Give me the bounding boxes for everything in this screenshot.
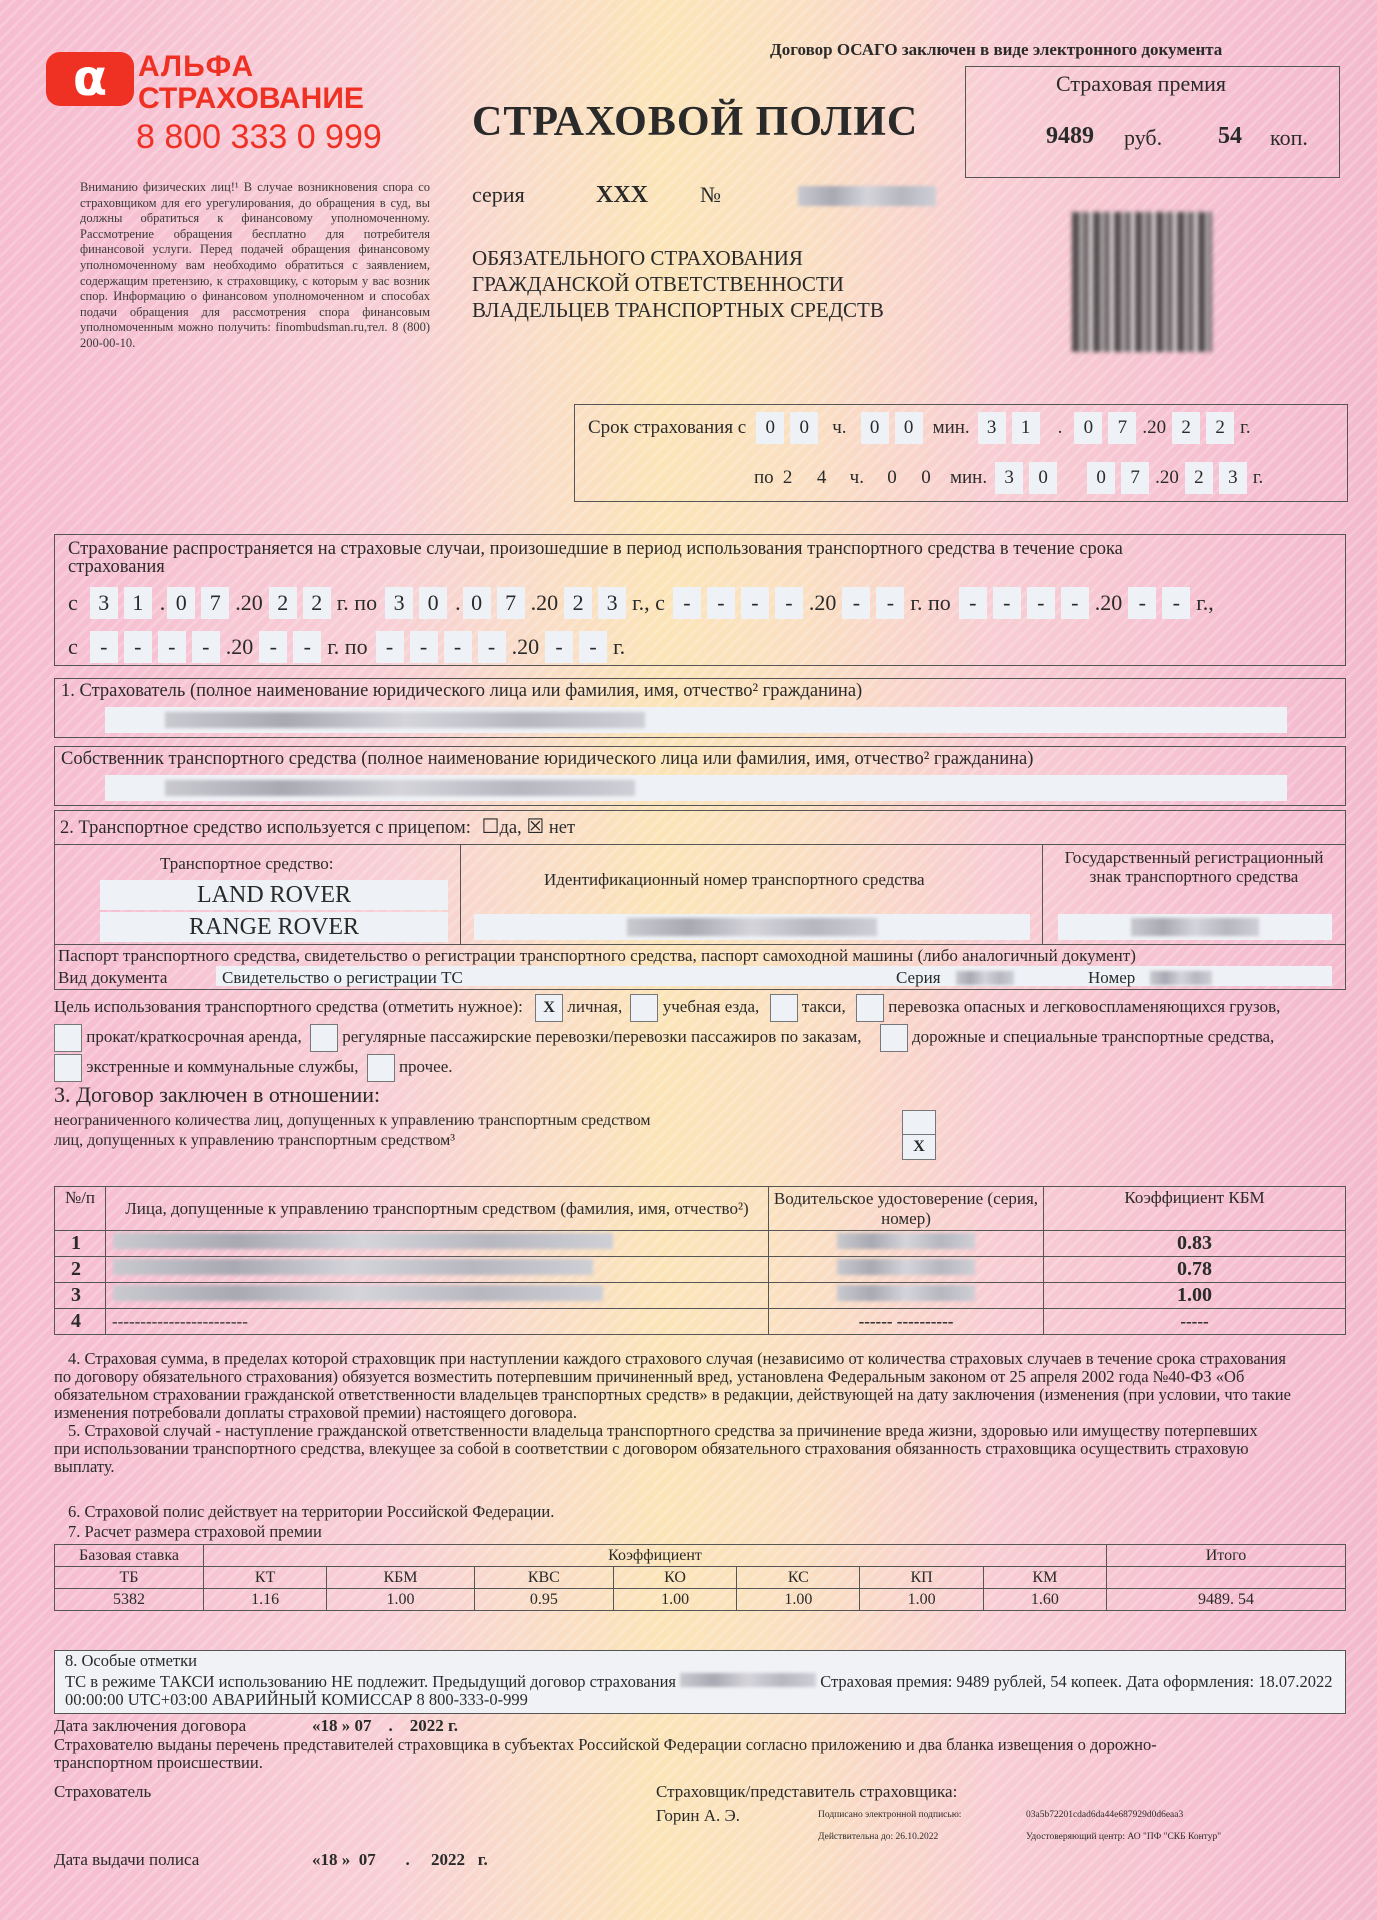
year-prefix: .20 <box>808 590 837 615</box>
premium-label: Страховая премия <box>1056 71 1227 96</box>
year-prefix: .20 <box>1094 590 1123 615</box>
doc-series-redacted <box>956 971 1014 985</box>
previous-contract-redacted <box>680 1673 816 1687</box>
min-label: мин. <box>949 467 988 488</box>
owner-box <box>54 746 1346 806</box>
owner-name-redacted <box>165 780 635 796</box>
g-comma-end: г., <box>1196 590 1214 615</box>
owner-label: Собственник транспортного средства (полное наименование юридического лица или фамилия, имя, отчество² гражданина) <box>61 749 1034 769</box>
premium-kop-label: коп. <box>1270 125 1308 150</box>
empty-digit: - <box>1128 587 1156 619</box>
empty-digit: - <box>376 631 404 663</box>
term-from-row <box>588 412 1257 444</box>
insurer-label: 1. Страхователь (полное наименование юридического лица или фамилия, имя, отчество² гражданина) <box>61 681 863 701</box>
usage-period-row-2 <box>68 630 631 664</box>
special-marks-box <box>54 1650 1346 1714</box>
period-digit: 3 <box>385 587 413 619</box>
term-from-label: Срок страхования с <box>588 417 747 438</box>
table-row <box>55 1309 1346 1335</box>
purpose-taxi-checkbox[interactable] <box>770 994 798 1022</box>
empty-digit: - <box>959 587 987 619</box>
term-digit: 0 <box>1074 412 1102 444</box>
calc-value: 1.00 <box>737 1589 860 1611</box>
row-number: 1 <box>55 1231 106 1257</box>
clause-7: 7. Расчет размера страховой премии <box>68 1522 322 1541</box>
plate-label: Государственный регистрационный знак транспортного средства <box>1064 848 1324 886</box>
col-header: КВС <box>474 1567 613 1589</box>
col-header: КБМ <box>327 1567 474 1589</box>
term-digit: 1 <box>1012 412 1040 444</box>
total-label: Итого <box>1107 1545 1346 1567</box>
driver-license: ------ ---------- <box>769 1309 1044 1335</box>
col-header: Водительское удостоверение (серия, номер) <box>769 1187 1044 1231</box>
premium-box <box>965 66 1340 178</box>
signed-label: Подписано электронной подписью: <box>818 1810 962 1820</box>
term-digit: 0 <box>921 467 931 488</box>
empty-digit: - <box>842 587 870 619</box>
insurer-rep-label: Страховщик/представитель страховщика: <box>656 1782 958 1801</box>
col-header: ТБ <box>55 1567 204 1589</box>
driver-name <box>106 1283 769 1309</box>
empty-digit: - <box>775 587 803 619</box>
year-prefix: .20 <box>235 590 263 615</box>
empty-digit: - <box>1027 587 1055 619</box>
purpose-item: прокат/краткосрочная аренда, <box>86 1026 302 1046</box>
calc-value: 0.95 <box>474 1589 613 1611</box>
period-digit: 2 <box>269 587 297 619</box>
term-digit: 0 <box>887 467 897 488</box>
empty-digit: - <box>259 631 287 663</box>
term-digit: 4 <box>816 467 827 488</box>
g-end: г. <box>613 634 626 659</box>
hour-label: ч. <box>832 417 847 438</box>
purpose-item: регулярные пассажирские перевозки/перевозки пассажиров по заказам, <box>342 1026 862 1046</box>
period-digit: 7 <box>497 587 525 619</box>
clause-5: 5. Страховой случай - наступление гражданской ответственности владельца транспортного средства за причинение вреда жизни, здоровью или имуществу потерпевших при использовании транспортного средства, влекущее за собой в соответствии с договором обязательного страхования обязанность страховщика осуществить страховую выплату. <box>54 1421 1258 1476</box>
brand-phone: 8 800 333 0 999 <box>136 118 382 156</box>
trailer-no-checkbox[interactable]: ☒ <box>526 814 545 838</box>
vehicle-label: Транспортное средство: <box>160 854 334 873</box>
purpose-item: личная, <box>567 996 623 1016</box>
driver-name-redacted <box>113 1285 603 1301</box>
doc-number-label: Номер <box>1088 968 1136 987</box>
purpose-dangerous-checkbox[interactable] <box>856 994 884 1022</box>
period-digit: 0 <box>419 587 447 619</box>
passport-label: Паспорт транспортного средства, свидетельство о регистрации транспортного средства, паспорт самоходной машины (либо аналогичный документ) <box>58 946 1136 965</box>
table-row <box>55 1283 1346 1309</box>
purpose-row-3 <box>54 1054 453 1082</box>
calc-total: 9489. 54 <box>1107 1589 1346 1611</box>
purpose-item: дорожные и специальные транспортные средства, <box>912 1026 1275 1046</box>
purpose-passenger-checkbox[interactable] <box>310 1024 338 1052</box>
driver-name: ------------------------ <box>106 1309 769 1335</box>
signer-name: Горин А. Э. <box>656 1806 741 1825</box>
period-digit: 3 <box>598 587 626 619</box>
calc-value: 1.00 <box>327 1589 474 1611</box>
contract-date-label: Дата заключения договора <box>54 1716 247 1735</box>
brand-name-2: СТРАХОВАНИЕ <box>138 82 364 115</box>
purpose-row-2 <box>54 1024 1274 1052</box>
col-header: Лица, допущенные к управлению транспортным средством (фамилия, имя, отчество²) <box>106 1187 769 1231</box>
issue-date: «18 » 07 . 2022 г. <box>312 1850 488 1869</box>
vin-value <box>474 914 1030 940</box>
term-digit: 3 <box>978 412 1006 444</box>
term-to-row <box>754 462 1269 494</box>
special-text-b: Страховая премия: 9489 рублей, 54 копеек. Дата оформления: 18.07.2022 00:00:00 UTC+03:00 АВАРИЙНЫЙ КОМИССАР 8 800-333-0-999 <box>65 1672 1333 1709</box>
license-redacted <box>837 1285 975 1301</box>
col-header: №/п <box>55 1187 106 1231</box>
year-prefix: .20 <box>511 634 540 659</box>
period-digit: 1 <box>124 587 152 619</box>
empty-digit: - <box>90 631 118 663</box>
premium-rub: 9489 <box>1046 123 1094 149</box>
term-digit: 0 <box>861 412 889 444</box>
subtitle-3: ВЛАДЕЛЬЦЕВ ТРАНСПОРТНЫХ СРЕДСТВ <box>472 298 884 322</box>
doc-number-redacted <box>1150 971 1212 985</box>
clause-4: 4. Страховая сумма, в пределах которой страховщик при наступлении каждого страхового случая (независимо от количества страховых случаев в течение срока страхования по договору обязательного страхования) обязуется возместить потерпевшим причиненный вред, установлена Федеральным законом от 25 апреля 2002 года №40-ФЗ «Об обязательном страховании гражданской ответственности владельцев транспортных средств» в редакции, действующей на дату заключения (изменения (при условии, что такие изменения потребовали доплаты страховой премии) настоящего договора. <box>54 1349 1291 1422</box>
row-number: 3 <box>55 1283 106 1309</box>
vehicle-make: LAND ROVER <box>100 880 448 910</box>
table-row <box>55 1257 1346 1283</box>
usage-period-text: Страхование распространяется на страховые случаи, произошедшие в период использования транспортного средства в течение срока страхования <box>68 539 1123 577</box>
purpose-item: такси, <box>801 996 846 1016</box>
empty-digit: - <box>293 631 321 663</box>
empty-digit: - <box>478 631 506 663</box>
term-digit: 7 <box>1121 462 1149 494</box>
col-header: КП <box>860 1567 983 1589</box>
purpose-row-1 <box>54 994 1280 1022</box>
purpose-other-checkbox[interactable] <box>367 1054 395 1082</box>
empty-digit: - <box>741 587 769 619</box>
year-prefix: .20 <box>1142 417 1167 438</box>
driver-name-redacted <box>113 1233 613 1249</box>
col-header: КО <box>613 1567 736 1589</box>
certificate-authority: Удостоверяющий центр: АО "ПФ "СКБ Контур" <box>1026 1832 1222 1842</box>
purpose-label: Цель использования транспортного средства (отметить нужное): <box>54 996 523 1016</box>
dot: . <box>1057 417 1063 438</box>
trailer-row <box>60 814 575 839</box>
empty-digit: - <box>1061 587 1089 619</box>
doc-type-value: Свидетельство о регистрации ТС <box>222 968 463 987</box>
purpose-item: прочее. <box>398 1056 453 1076</box>
purpose-personal-checkbox[interactable]: X <box>535 994 563 1022</box>
col-header: КС <box>737 1567 860 1589</box>
empty-digit: - <box>158 631 186 663</box>
trailer-label: 2. Транспортное средство используется с прицепом: <box>60 818 471 838</box>
dot: . <box>455 590 461 615</box>
col-header: Коэффициент КБМ <box>1044 1187 1346 1231</box>
empty-digit: - <box>707 587 735 619</box>
license-redacted <box>837 1233 975 1249</box>
kbm-value: 0.78 <box>1044 1257 1346 1283</box>
usage-period-row-1 <box>68 586 1220 620</box>
owner-value <box>105 775 1287 801</box>
po-label: г. по <box>336 590 378 615</box>
vin-redacted <box>627 918 877 936</box>
insurer-box <box>54 678 1346 738</box>
term-digit: 7 <box>1108 412 1136 444</box>
empty-digit: - <box>545 631 573 663</box>
empty-digit: - <box>444 631 472 663</box>
policy-number-redacted <box>798 186 936 206</box>
term-to-label: по <box>754 467 774 488</box>
empty-digit: - <box>410 631 438 663</box>
term-digit: 0 <box>790 412 818 444</box>
series-label: серия <box>472 182 525 207</box>
qr-code-icon <box>1072 212 1212 352</box>
listed-drivers-checkbox[interactable]: X <box>902 1134 936 1160</box>
year-prefix: .20 <box>530 590 559 615</box>
term-digit: 2 <box>1206 412 1234 444</box>
subtitle-2: ГРАЖДАНСКОЙ ОТВЕТСТВЕННОСТИ <box>472 272 844 296</box>
table-row <box>55 1231 1346 1257</box>
hour-label: ч. <box>849 467 864 488</box>
number-label: № <box>700 182 721 207</box>
special-text-a: ТС в режиме ТАКСИ использованию НЕ подлежит. Предыдущий договор страхования <box>65 1672 676 1691</box>
row-number: 4 <box>55 1309 106 1335</box>
year-prefix: .20 <box>1155 467 1179 488</box>
po-label: г. по <box>910 590 951 615</box>
term-digit: 2 <box>782 467 793 488</box>
period-digit: 2 <box>564 587 592 619</box>
calc-value: 1.00 <box>860 1589 983 1611</box>
trailer-yes-checkbox[interactable]: ☐ <box>481 814 500 838</box>
driver-name <box>106 1257 769 1283</box>
premium-rub-label: руб. <box>1124 125 1163 150</box>
trailer-yes-label: да, <box>499 818 522 838</box>
row-number: 2 <box>55 1257 106 1283</box>
c-label: с <box>68 590 78 615</box>
po-label: г. по <box>327 634 368 659</box>
purpose-training-checkbox[interactable] <box>630 994 658 1022</box>
issue-date-label: Дата выдачи полиса <box>54 1850 200 1869</box>
term-digit: 3 <box>1219 462 1247 494</box>
min-label: мин. <box>932 417 970 438</box>
clause-6: 6. Страховой полис действует на территории Российской Федерации. <box>68 1502 555 1521</box>
empty-digit: - <box>579 631 607 663</box>
doc-type-label: Вид документа <box>58 968 168 987</box>
period-digit: 2 <box>303 587 331 619</box>
empty-digit: - <box>876 587 904 619</box>
empty-digit: - <box>1162 587 1190 619</box>
empty-digit: - <box>673 587 701 619</box>
unlimited-drivers-checkbox[interactable] <box>902 1110 936 1136</box>
year-suffix: г. <box>1240 417 1251 438</box>
purpose-item: учебная езда, <box>662 996 760 1016</box>
kbm-value: 0.83 <box>1044 1231 1346 1257</box>
purpose-special-checkbox[interactable] <box>880 1024 908 1052</box>
special-marks-title: 8. Особые отметки <box>65 1651 197 1670</box>
alpha-logo-icon: α <box>72 49 108 107</box>
purpose-item: перевозка опасных и легковоспламеняющихся грузов, <box>888 996 1281 1016</box>
vehicle-model: RANGE ROVER <box>100 912 448 942</box>
contract-date: «18 » 07 . 2022 г. <box>312 1716 459 1735</box>
insurer-signature-label: Страхователь <box>54 1782 152 1801</box>
purpose-rental-checkbox[interactable] <box>54 1024 82 1052</box>
dot: . <box>159 590 166 615</box>
ombudsman-notice: Вниманию физических лиц!¹ В случае возникновения спора со страховщиком для его урегулирования, до обращения в суд, вы должны обратиться к финансовому уполномоченному. Рассмотрение обращения бесплатно для потребителя финансовой услуги. Перед подачей обращения финансовому уполномоченному вам необходимо обратиться с заявлением, содержащим претензию, к страховщику, с которым у вас возник спор. Информацию о финансовом уполномоченном и способах подачи обращения для рассмотрения спора финансовым уполномоченным можно получить: finombudsman.ru,тел. 8 (800) 200-00-10. <box>80 180 430 350</box>
period-digit: 0 <box>167 587 195 619</box>
purpose-emergency-checkbox[interactable] <box>54 1054 82 1082</box>
premium-kop: 54 <box>1218 123 1242 149</box>
term-digit: 0 <box>756 412 784 444</box>
kbm-value: 1.00 <box>1044 1283 1346 1309</box>
section3-opt2: лиц, допущенных к управлению транспортным средством³ <box>54 1132 456 1149</box>
driver-license <box>769 1283 1044 1309</box>
c-label: с <box>68 634 78 659</box>
valid-until: Действительна до: 26.10.2022 <box>818 1832 939 1842</box>
subtitle-1: ОБЯЗАТЕЛЬНОГО СТРАХОВАНИЯ <box>472 246 803 270</box>
g-comma-label: г., с <box>632 590 665 615</box>
year-suffix: г. <box>1252 467 1264 488</box>
brand-logo <box>46 49 134 107</box>
section3-opt1: неограниченного количества лиц, допущенных к управлению транспортным средством <box>54 1112 651 1129</box>
plate-redacted <box>1131 918 1259 936</box>
signature-hash: 03a5b72201cdad6da44e687929d0d6eaa3 <box>1026 1810 1184 1820</box>
col-header: КТ <box>204 1567 327 1589</box>
calc-value: 5382 <box>55 1589 204 1611</box>
term-digit: 2 <box>1172 412 1200 444</box>
vin-label: Идентификационный номер транспортного средства <box>544 870 925 889</box>
period-digit: 0 <box>463 587 491 619</box>
license-redacted <box>837 1259 975 1275</box>
period-digit: 3 <box>90 587 118 619</box>
driver-license <box>769 1231 1044 1257</box>
driver-name-redacted <box>113 1259 593 1275</box>
coef-label: Коэффициент <box>204 1545 1107 1567</box>
insurer-value <box>105 707 1287 733</box>
term-digit: 0 <box>1087 462 1115 494</box>
doc-series-label: Серия <box>896 968 941 987</box>
series-value: XXX <box>596 182 648 208</box>
driver-name <box>106 1231 769 1257</box>
plate-value <box>1058 914 1332 940</box>
empty-digit: - <box>192 631 220 663</box>
trailer-no-label: нет <box>548 818 576 838</box>
year-prefix: .20 <box>225 634 254 659</box>
term-digit: 2 <box>1185 462 1213 494</box>
period-digit: 7 <box>201 587 229 619</box>
term-digit: 0 <box>895 412 923 444</box>
empty-digit: - <box>993 587 1021 619</box>
col-header: КМ <box>983 1567 1106 1589</box>
term-digit: 3 <box>995 462 1023 494</box>
representatives-note: Страхователю выданы перечень представителей страховщика в субъектах Российской Федерации согласно приложению и два бланка извещения о дорожно-транспортном происшествии. <box>54 1735 1157 1772</box>
base-rate-label: Базовая ставка <box>55 1545 204 1567</box>
policy-title: СТРАХОВОЙ ПОЛИС <box>472 99 919 145</box>
section3-title: 3. Договор заключен в отношении: <box>54 1082 381 1107</box>
special-marks-text <box>65 1673 1335 1709</box>
calc-value: 1.16 <box>204 1589 327 1611</box>
calc-value: 1.60 <box>983 1589 1106 1611</box>
kbm-value: ----- <box>1044 1309 1346 1335</box>
empty-digit: - <box>124 631 152 663</box>
brand-name-1: АЛЬФА <box>138 50 255 83</box>
drivers-table <box>54 1186 1346 1335</box>
contract-note: Договор ОСАГО заключен в виде электронного документа <box>770 40 1223 59</box>
calc-value: 1.00 <box>613 1589 736 1611</box>
insurer-name-redacted <box>165 712 645 728</box>
premium-calc-table <box>54 1544 1346 1611</box>
driver-license <box>769 1257 1044 1283</box>
purpose-item: экстренные и коммунальные службы, <box>86 1056 359 1076</box>
term-digit: 0 <box>1029 462 1057 494</box>
